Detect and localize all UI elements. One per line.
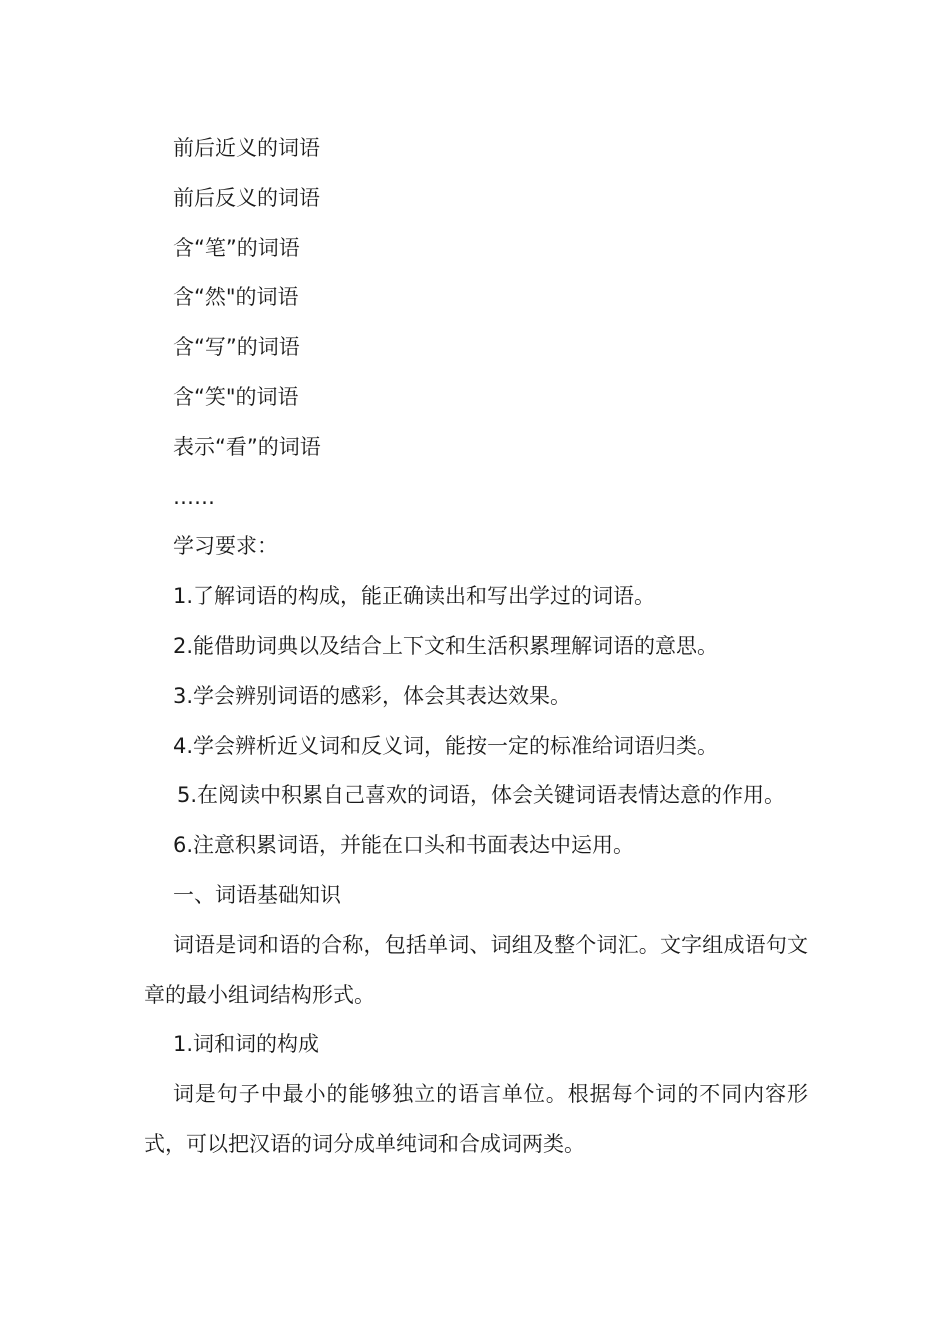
list-item: 表示“看”的词语 — [173, 434, 321, 459]
requirements-heading: 学习要求： — [173, 534, 278, 559]
list-item: 前后近义的词语 — [173, 136, 320, 160]
section-paragraph: 词语是词和语的合称，包括单词、词组及整个词汇。文字组成语句文章的最小组词结构形式。 — [144, 932, 808, 1007]
list-item: 含“笔”的词语 — [173, 235, 300, 260]
requirement-5: 5.在阅读中积累自己喜欢的词语，体会关键词语表情达意的作用。 — [177, 783, 786, 808]
list-item: 含“笑"的词语 — [173, 384, 299, 409]
subsection-heading: 1.词和词的构成 — [173, 1032, 320, 1057]
requirement-4: 4.学会辨析近义词和反义词，能按一定的标准给词语归类。 — [173, 733, 719, 758]
requirement-3: 3.学会辨别词语的感彩，体会其表达效果。 — [173, 683, 572, 708]
document-body — [144, 124, 808, 1170]
list-item: 含“写”的词语 — [173, 335, 300, 360]
subsection-paragraph: 词是句子中最小的能够独立的语言单位。根据每个词的不同内容形式，可以把汉语的词分成单纯词和合成词两类。 — [144, 1082, 808, 1156]
section-heading: 一、词语基础知识 — [173, 882, 341, 907]
requirement-2: 2.能借助词典以及结合上下文和生活积累理解词语的意思。 — [173, 633, 719, 658]
list-item: 前后反义的词语 — [173, 185, 320, 210]
ellipsis: …… — [173, 484, 215, 509]
requirement-6: 6.注意积累词语，并能在口头和书面表达中运用。 — [173, 833, 635, 858]
requirement-1: 1.了解词语的构成，能正确读出和写出学过的词语。 — [173, 584, 656, 609]
list-item: 含“然"的词语 — [173, 285, 299, 310]
